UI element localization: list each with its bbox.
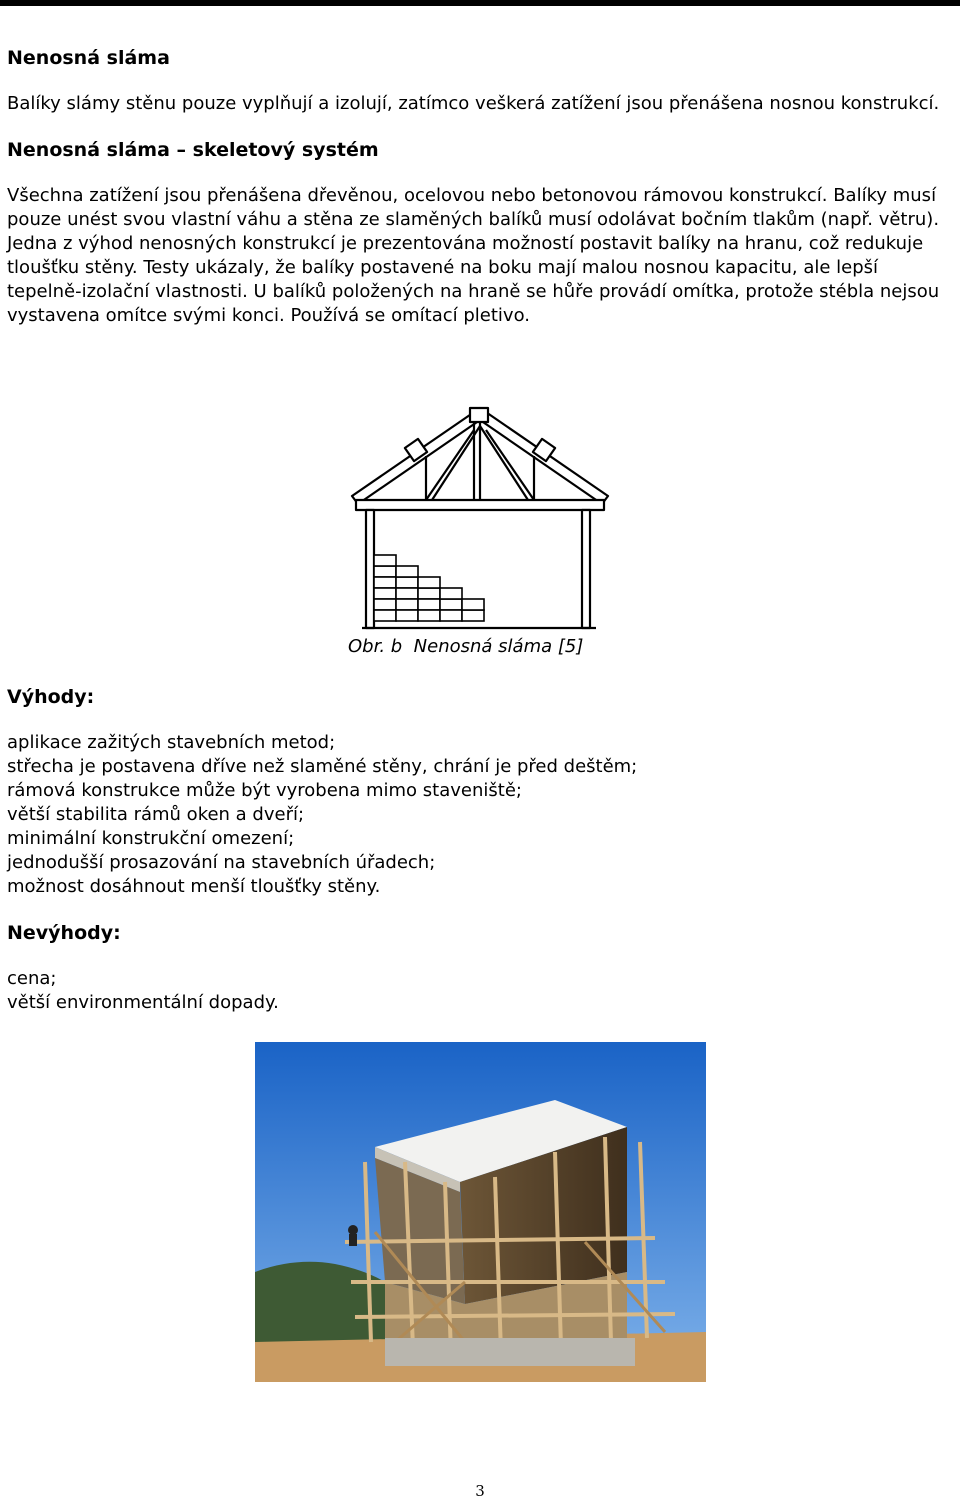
top-rule <box>0 0 960 6</box>
disadvantage-item: cena; <box>7 968 57 989</box>
advantage-item: větší stabilita rámů oken a dveří; <box>7 804 305 825</box>
advantage-item: jednodušší prosazování na stavebních úřadech; <box>7 852 436 873</box>
advantage-item: střecha je postavena dříve než slaměné stěny, chrání je před deštěm; <box>7 756 638 777</box>
figure-caption <box>348 636 583 657</box>
disadvantages-list <box>7 967 951 1015</box>
advantages-heading: Výhody: <box>7 686 95 708</box>
page-number: 3 <box>475 1482 485 1500</box>
advantage-item: aplikace zažitých stavebních metod; <box>7 732 336 753</box>
advantage-item: minimální konstrukční omezení; <box>7 828 295 849</box>
disadvantage-item: větší environmentální dopady. <box>7 992 279 1013</box>
section-paragraph-skeleton-system: Všechna zatížení jsou přenášena dřevěnou, ocelovou nebo betonovou rámovou konstrukcí. Balíky musí pouze unést svou vlastní váhu a stěna ze slaměných balíků musí odolávat bočním tlakům (např. větru). Jedna z výhod nenosných konstrukcí je prezentována možností postavit balíky na hranu, což redukuje tloušťku stěny. Testy ukázaly, že balíky postavené na boku mají malou nosnou kapacitu, ale lepší tepelně-izolační vlastnosti. U balíků položených na hraně se hůře provádí omítka, protože stébla nejsou vystavena omítce svými konci. Používá se omítací pletivo. <box>7 185 940 326</box>
construction-photo <box>255 1042 706 1382</box>
disadvantages-heading: Nevýhody: <box>7 922 121 944</box>
advantages-list <box>7 731 951 899</box>
figure-caption-text: Nenosná sláma [5] <box>413 636 584 657</box>
section-heading-skeleton-system: Nenosná sláma – skeletový systém <box>7 139 379 161</box>
section-paragraph-nonload-bearing: Balíky slámy stěnu pouze vyplňují a izolují, zatímco veškerá zatížení jsou přenášena nosnou konstrukcí. <box>7 93 940 114</box>
document-body <box>7 46 951 328</box>
figure-caption-label: Obr. b <box>348 636 403 657</box>
advantages-section <box>7 685 951 1015</box>
advantage-item: možnost dosáhnout menší tloušťky stěny. <box>7 876 381 897</box>
house-frame-drawing <box>334 386 626 634</box>
advantage-item: rámová konstrukce může být vyrobena mimo staveniště; <box>7 780 522 801</box>
section-heading-nonload-bearing: Nenosná sláma <box>7 47 170 69</box>
